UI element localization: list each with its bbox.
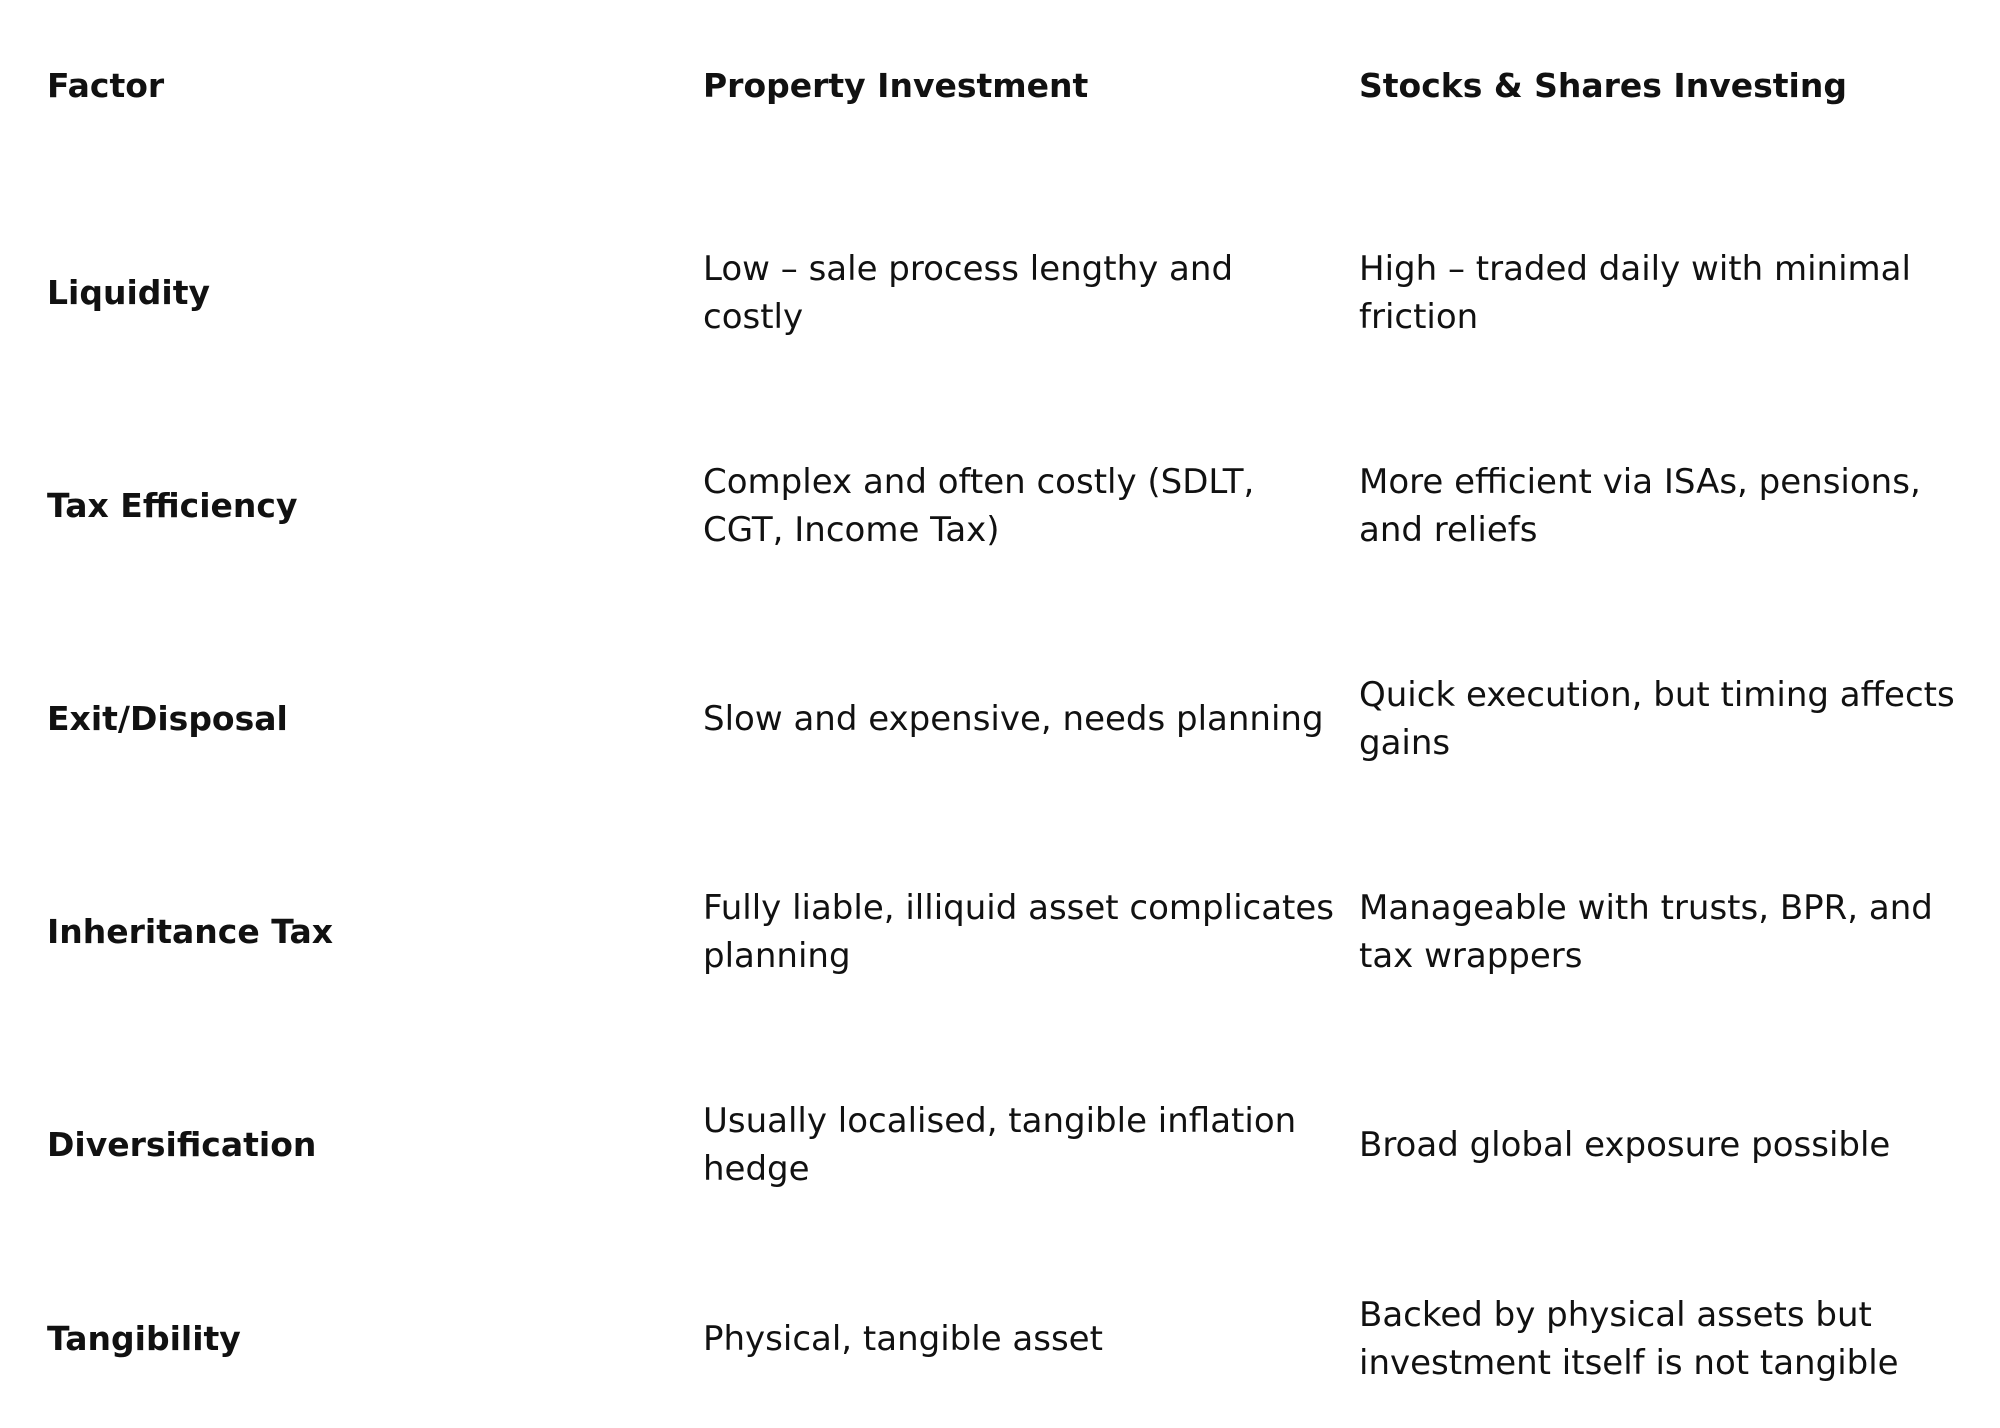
row-stocks-value: Quick execution, but timing affects gains: [1359, 675, 1955, 763]
header-stocks-shares-investing: Stocks & Shares Investing: [1359, 66, 1847, 105]
row-factor-label: Inheritance Tax: [47, 912, 334, 951]
row-property-value: Low – sale process lengthy and costly: [703, 249, 1234, 337]
table-row: [0, 669, 2000, 769]
row-property-value: Physical, tangible asset: [703, 1319, 1103, 1359]
row-stocks-value: Manageable with trusts, BPR, and tax wrappers: [1359, 888, 1933, 976]
row-factor-label: Tangibility: [47, 1319, 241, 1358]
row-stocks-value: Broad global exposure possible: [1359, 1125, 1891, 1165]
row-factor-label: Tax Efficiency: [47, 486, 298, 525]
row-factor-label: Diversification: [47, 1125, 317, 1164]
table-row: [0, 243, 2000, 343]
row-property-value: Slow and expensive, needs planning: [703, 699, 1324, 739]
row-property-value: Complex and often costly (SDLT, CGT, Income Tax): [703, 462, 1255, 550]
header-factor: Factor: [47, 66, 165, 105]
row-property-value: Fully liable, illiquid asset complicates planning: [703, 888, 1335, 976]
table-row: [0, 1289, 2000, 1389]
row-stocks-value: Backed by physical assets but investment itself is not tangible: [1359, 1295, 1899, 1383]
row-property-value: Usually localised, tangible inflation hedge: [703, 1101, 1297, 1189]
row-factor-label: Liquidity: [47, 273, 210, 312]
row-stocks-value: High – traded daily with minimal friction: [1359, 249, 1911, 337]
table-header-row: [0, 46, 2000, 126]
table-row: [0, 882, 2000, 982]
table-row: [0, 1095, 2000, 1195]
header-property-investment: Property Investment: [703, 66, 1089, 105]
table-row: [0, 456, 2000, 556]
row-stocks-value: More efficient via ISAs, pensions, and reliefs: [1359, 462, 1921, 550]
row-factor-label: Exit/Disposal: [47, 699, 288, 738]
